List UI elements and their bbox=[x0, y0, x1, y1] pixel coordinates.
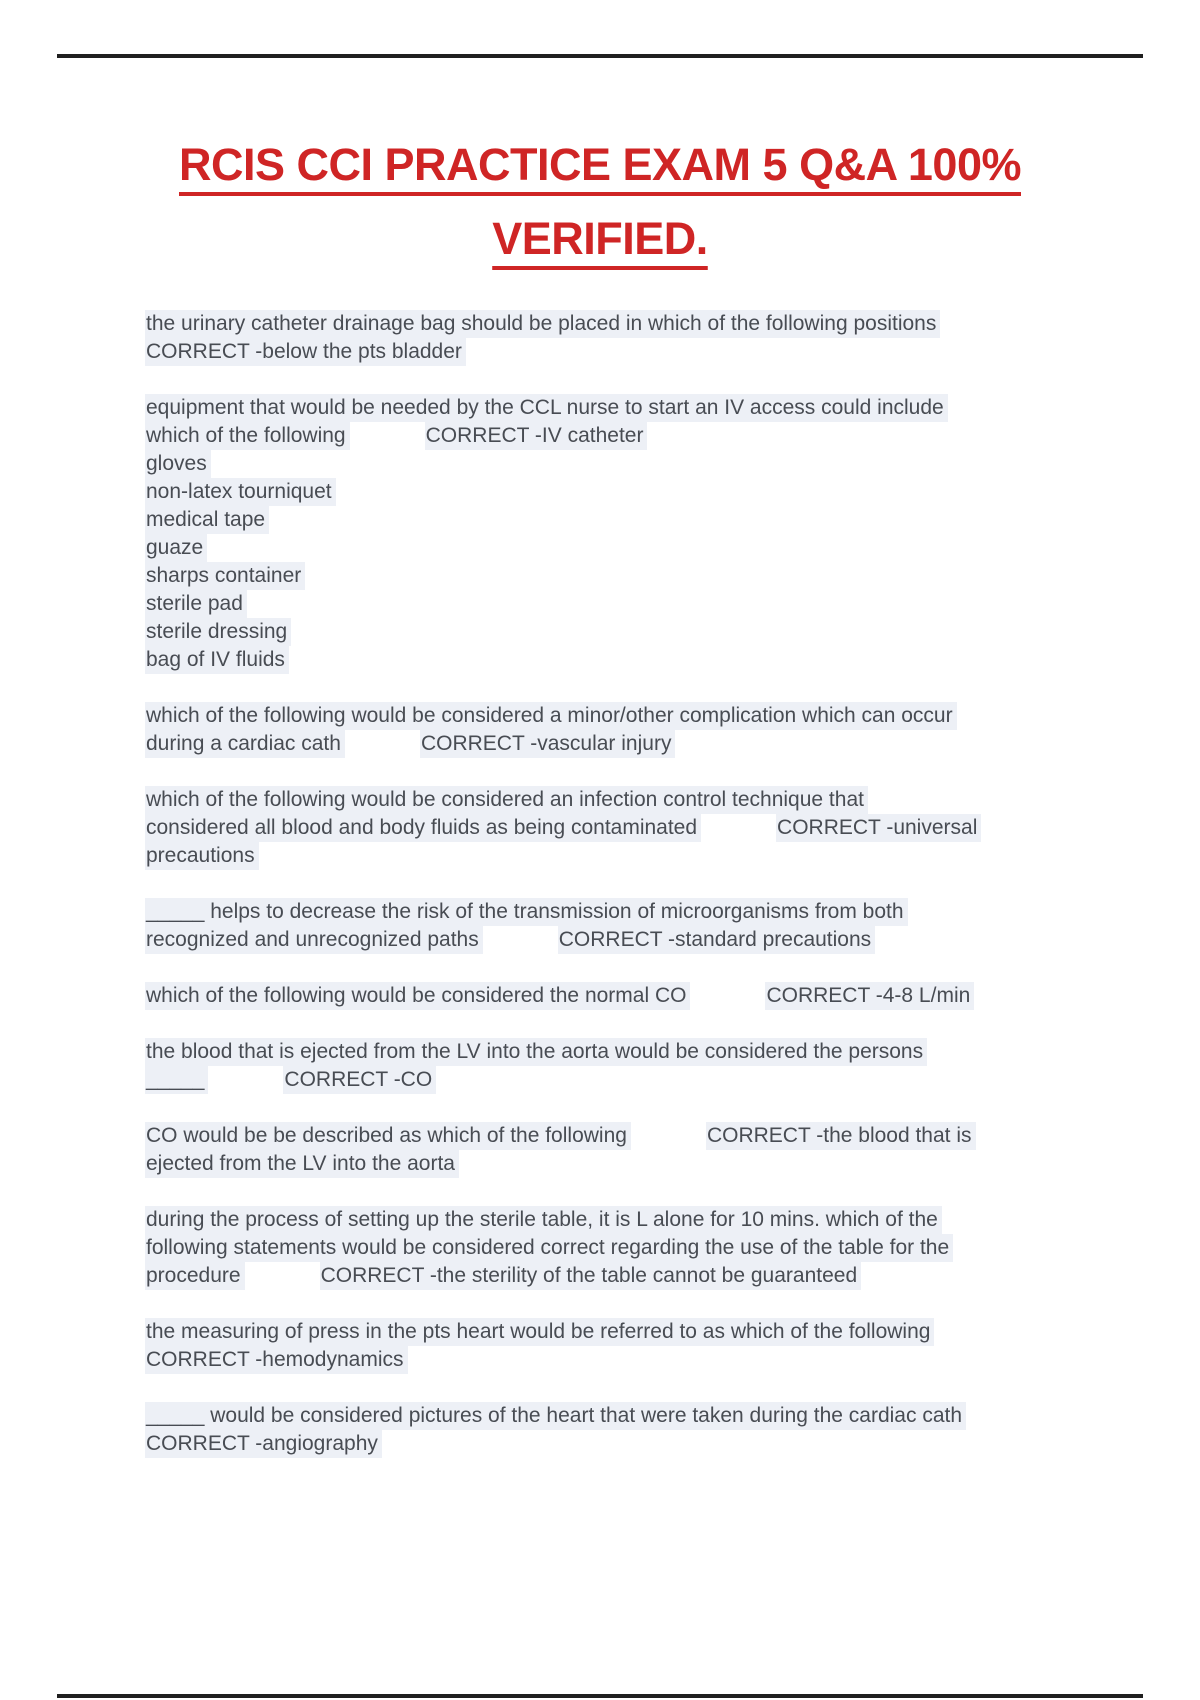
qa-line bbox=[145, 1206, 1120, 1234]
qa-text-segment: _____ bbox=[145, 1066, 208, 1094]
qa-line bbox=[145, 982, 1120, 1010]
answer-gap bbox=[690, 1001, 765, 1002]
answer-gap bbox=[345, 749, 420, 750]
qa-text-segment: CORRECT -hemodynamics bbox=[145, 1346, 408, 1374]
qa-paragraph bbox=[145, 1318, 1120, 1374]
document-title bbox=[0, 128, 1200, 276]
bottom-horizontal-rule bbox=[57, 1694, 1143, 1698]
answer-gap bbox=[208, 1085, 283, 1086]
qa-text-segment: CORRECT -angiography bbox=[145, 1430, 382, 1458]
qa-text-segment: CORRECT -the sterility of the table cannot be guaranteed bbox=[320, 1262, 862, 1290]
qa-line bbox=[145, 1234, 1120, 1262]
qa-text-segment: which of the following would be considered the normal CO bbox=[145, 982, 690, 1010]
qa-paragraph bbox=[145, 1402, 1120, 1458]
qa-text-segment: CORRECT -CO bbox=[283, 1066, 436, 1094]
qa-text-segment: CORRECT -vascular injury bbox=[420, 730, 676, 758]
qa-text-segment: the blood that is ejected from the LV into the aorta would be considered the persons bbox=[145, 1038, 927, 1066]
qa-line bbox=[145, 1066, 1120, 1094]
qa-paragraph bbox=[145, 1206, 1120, 1290]
qa-text-segment: ejected from the LV into the aorta bbox=[145, 1150, 459, 1178]
answer-gap bbox=[631, 1141, 706, 1142]
qa-paragraph bbox=[145, 394, 1120, 674]
qa-line bbox=[145, 1402, 1120, 1430]
qa-text-segment: which of the following would be considered an infection control technique that bbox=[145, 786, 868, 814]
qa-line bbox=[145, 1038, 1120, 1066]
qa-text-segment: which of the following bbox=[145, 422, 350, 450]
title-text-1: RCIS CCI PRACTICE EXAM 5 Q&A 100% bbox=[179, 139, 1021, 190]
qa-text-segment: precautions bbox=[145, 842, 259, 870]
qa-text-segment: CO would be be described as which of the following bbox=[145, 1122, 631, 1150]
answer-gap bbox=[483, 945, 558, 946]
qa-content bbox=[145, 310, 1120, 1486]
qa-text-segment: CORRECT -IV catheter bbox=[425, 422, 648, 450]
qa-line bbox=[145, 338, 1120, 366]
qa-line bbox=[145, 590, 1120, 618]
qa-line bbox=[145, 842, 1120, 870]
qa-line bbox=[145, 394, 1120, 422]
qa-paragraph bbox=[145, 982, 1120, 1010]
qa-text-segment: which of the following would be considered a minor/other complication which can occur bbox=[145, 702, 957, 730]
qa-text-segment: the urinary catheter drainage bag should be placed in which of the following positions bbox=[145, 310, 940, 338]
answer-gap bbox=[350, 441, 425, 442]
top-horizontal-rule bbox=[57, 54, 1143, 58]
qa-line bbox=[145, 1122, 1120, 1150]
qa-line bbox=[145, 898, 1120, 926]
qa-line bbox=[145, 562, 1120, 590]
qa-line bbox=[145, 1430, 1120, 1458]
qa-line bbox=[145, 926, 1120, 954]
qa-text-segment: guaze bbox=[145, 534, 207, 562]
qa-line bbox=[145, 1150, 1120, 1178]
qa-text-segment: sterile dressing bbox=[145, 618, 291, 646]
title-text-2: VERIFIED. bbox=[492, 213, 708, 264]
qa-text-segment: during a cardiac cath bbox=[145, 730, 345, 758]
qa-text-segment: _____ would be considered pictures of the heart that were taken during the cardiac cath bbox=[145, 1402, 966, 1430]
qa-paragraph bbox=[145, 786, 1120, 870]
qa-line bbox=[145, 534, 1120, 562]
qa-line bbox=[145, 1262, 1120, 1290]
qa-line bbox=[145, 478, 1120, 506]
title-line-2 bbox=[0, 202, 1200, 276]
qa-text-segment: non-latex tourniquet bbox=[145, 478, 336, 506]
qa-text-segment: CORRECT -standard precautions bbox=[558, 926, 875, 954]
qa-text-segment: following statements would be considered correct regarding the use of the table for the bbox=[145, 1234, 953, 1262]
answer-gap bbox=[245, 1281, 320, 1282]
qa-line bbox=[145, 506, 1120, 534]
qa-text-segment: during the process of setting up the sterile table, it is L alone for 10 mins. which of the bbox=[145, 1206, 942, 1234]
qa-line bbox=[145, 814, 1120, 842]
qa-text-segment: recognized and unrecognized paths bbox=[145, 926, 483, 954]
qa-line bbox=[145, 422, 1120, 450]
qa-paragraph bbox=[145, 1038, 1120, 1094]
qa-text-segment: CORRECT -the blood that is bbox=[706, 1122, 976, 1150]
qa-text-segment: bag of IV fluids bbox=[145, 646, 289, 674]
qa-text-segment: procedure bbox=[145, 1262, 245, 1290]
qa-line bbox=[145, 786, 1120, 814]
qa-text-segment: considered all blood and body fluids as being contaminated bbox=[145, 814, 701, 842]
qa-text-segment: sharps container bbox=[145, 562, 305, 590]
qa-line bbox=[145, 1318, 1120, 1346]
title-line-1 bbox=[0, 128, 1200, 202]
qa-line bbox=[145, 646, 1120, 674]
qa-line bbox=[145, 702, 1120, 730]
qa-text-segment: the measuring of press in the pts heart would be referred to as which of the following bbox=[145, 1318, 934, 1346]
qa-paragraph bbox=[145, 310, 1120, 366]
qa-paragraph bbox=[145, 898, 1120, 954]
qa-line bbox=[145, 618, 1120, 646]
qa-line bbox=[145, 310, 1120, 338]
answer-gap bbox=[701, 833, 776, 834]
qa-text-segment: _____ helps to decrease the risk of the transmission of microorganisms from both bbox=[145, 898, 908, 926]
qa-line bbox=[145, 1346, 1120, 1374]
qa-text-segment: gloves bbox=[145, 450, 211, 478]
qa-text-segment: CORRECT -below the pts bladder bbox=[145, 338, 466, 366]
qa-text-segment: medical tape bbox=[145, 506, 269, 534]
qa-line bbox=[145, 450, 1120, 478]
qa-text-segment: sterile pad bbox=[145, 590, 247, 618]
qa-text-segment: CORRECT -4-8 L/min bbox=[765, 982, 974, 1010]
qa-text-segment: CORRECT -universal bbox=[776, 814, 981, 842]
qa-text-segment: equipment that would be needed by the CCL nurse to start an IV access could include bbox=[145, 394, 948, 422]
qa-line bbox=[145, 730, 1120, 758]
qa-paragraph bbox=[145, 702, 1120, 758]
qa-paragraph bbox=[145, 1122, 1120, 1178]
